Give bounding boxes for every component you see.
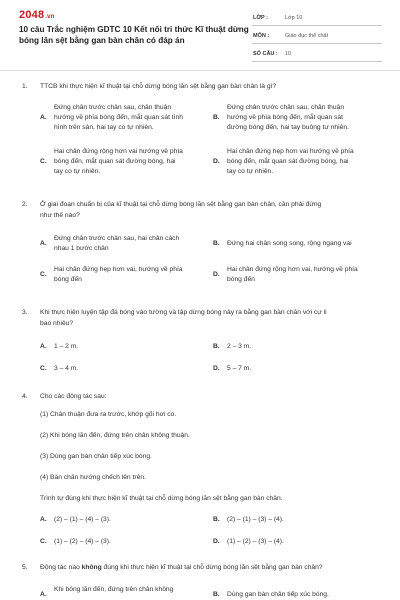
question-text-line: Khi thực hiện luyện tập đá bóng vào tường và tập dừng bóng nảy ra bằng gan bàn chân với cự li xyxy=(40,309,327,316)
option-line: nhau 1 bước chân xyxy=(54,245,109,252)
option-letter: A. xyxy=(40,516,47,523)
document-title: 10 câu Trắc nghiệm GDTC 10 Kết nối tri thức Kĩ thuật dừng bóng lăn sệt bằng gan bàn chân có đáp án xyxy=(19,25,249,45)
question-number: 5. xyxy=(22,564,28,571)
option-letter: A. xyxy=(40,114,47,121)
question-text-post: đúng khi thực hiện kĩ thuật tại chỗ dừng bóng lăn sệt bằng gan bàn chân? xyxy=(101,564,323,571)
option-letter: B. xyxy=(213,114,220,121)
question-text-line: bao nhiêu? xyxy=(40,320,74,327)
meta-value: 10 xyxy=(285,51,292,57)
logo-main: 2048 xyxy=(19,9,45,21)
answer-option[interactable] xyxy=(213,585,388,600)
option-line: Đứng chân trước chân sau, chân thuận xyxy=(54,104,172,111)
statement: (2) Khi bóng lăn đến, đứng trên chân không thuận. xyxy=(40,432,190,439)
question-2 xyxy=(22,200,382,222)
option-line: Đứng chân trước chân sau, hai chân cách xyxy=(54,235,180,242)
option-line: Hai chân đứng rộng hơn vai hướng về phía xyxy=(54,148,183,155)
option-text: 5 – 7 m. xyxy=(227,365,252,372)
header-divider xyxy=(0,70,400,71)
statement: (3) Dùng gan bàn chân tiếp xúc bóng. xyxy=(40,453,152,460)
option-text: (2) – (1) – (3) – (4). xyxy=(227,516,284,523)
option-text: 1 – 2 m. xyxy=(54,343,79,350)
option-line: Hai chân đứng hẹp hơn vai hướng về phía xyxy=(227,148,354,155)
option-letter: C. xyxy=(40,365,47,372)
option-text: 3 – 4 m. xyxy=(54,365,79,372)
option-line: tay co tự nhiên. xyxy=(54,168,101,175)
question-number: 2. xyxy=(22,201,28,208)
question-text-line: Ở giai đoạn chuẩn bị của kĩ thuật tại chỗ dừng bóng lăn sệt bằng gan bàn chân, cần phải đứng xyxy=(40,201,322,208)
option-letter: B. xyxy=(213,591,220,598)
option-text: (1) – (2) – (3) – (4). xyxy=(227,538,284,545)
question-text-pre: Động tác nào xyxy=(40,564,82,571)
meta-row-class xyxy=(252,11,382,26)
option-text: (2) – (1) – (4) – (3). xyxy=(54,516,111,523)
site-logo[interactable] xyxy=(19,9,55,21)
option-line: đường bóng đến, hai tay buông tự nhiên. xyxy=(227,124,349,131)
question-text-emphasis: không xyxy=(81,564,102,571)
meta-table xyxy=(252,11,382,65)
option-letter: D. xyxy=(213,538,220,545)
option-letter: D. xyxy=(213,271,220,278)
option-text: 2 – 3 m. xyxy=(227,343,252,350)
question-text xyxy=(40,563,380,573)
meta-row-subject xyxy=(252,29,382,44)
question-number: 4. xyxy=(22,393,28,400)
option-line: hình trên sân, hai tay co tự nhiên. xyxy=(54,124,154,131)
option-line: Đứng chân trước chân sau, chân thuận xyxy=(227,104,345,111)
option-letter: B. xyxy=(213,343,220,350)
logo-tld: .vn xyxy=(45,14,55,20)
meta-value: Giáo dục thể chất xyxy=(285,33,329,39)
option-letter: A. xyxy=(40,343,47,350)
option-line: bóng đến xyxy=(54,276,82,283)
option-line: Hai chân đứng hẹp hơn vai, hướng về phía xyxy=(54,266,183,273)
question-number: 3. xyxy=(22,309,28,316)
option-line: tay co tự nhiên. xyxy=(227,168,274,175)
option-letter: C. xyxy=(40,538,47,545)
answer-option[interactable] xyxy=(40,585,210,600)
meta-key: LỚP : xyxy=(253,15,268,21)
question-text: Cho các động tác sau: xyxy=(40,393,107,400)
meta-key: SỐ CÂU : xyxy=(253,51,278,57)
option-letter: C. xyxy=(40,158,47,165)
question-number: 1. xyxy=(22,83,28,90)
option-line: hướng về phía bóng đến, mắt quan sát xyxy=(227,114,343,121)
option-line: bóng đến, mắt quan sát đường bóng, hai xyxy=(227,158,349,165)
statement: (1) Chân thuận đưa ra trước, khớp gối hơi co. xyxy=(40,411,177,418)
question-prompt: Trình tự đúng khi thực hiện kĩ thuật tại chỗ dừng bóng lăn sệt bằng gan bàn chân. xyxy=(40,495,283,502)
option-line: hướng về phía bóng đến, mắt quan sát tình xyxy=(54,114,183,121)
statement: (4) Bàn chân hướng chếch lên trên. xyxy=(40,474,146,481)
page-header xyxy=(0,0,400,62)
option-letter: B. xyxy=(213,516,220,523)
option-letter: D. xyxy=(213,365,220,372)
option-line: bóng đến, mắt quan sát đường bóng, hai xyxy=(54,158,176,165)
meta-value: Lớp 10 xyxy=(285,15,303,21)
question-text-line: như thế nào? xyxy=(40,212,80,219)
option-line: Khi bóng lăn đến, đứng trên chân không xyxy=(54,586,174,593)
option-line: Dùng gan bàn chân tiếp xúc bóng. xyxy=(227,591,329,598)
question-3 xyxy=(22,308,382,330)
option-letter: D. xyxy=(213,158,220,165)
option-text: (1) – (2) – (4) – (3). xyxy=(54,538,111,545)
option-letter: C. xyxy=(40,271,47,278)
option-line: Hai chân đứng rộng hơn vai, hướng về phía xyxy=(227,266,358,273)
option-line: bóng đến xyxy=(227,276,255,283)
meta-key: MÔN : xyxy=(253,33,270,39)
option-letter: B. xyxy=(213,240,220,247)
meta-row-count xyxy=(252,47,382,62)
option-line: Đứng hai chân song song, rộng ngang vai xyxy=(227,240,352,247)
option-letter: A. xyxy=(40,591,47,598)
option-letter: A. xyxy=(40,240,47,247)
question-text: TTCB khi thực hiện kĩ thuật tại chỗ dừng bóng lăn sệt bằng gan bàn chân là gì? xyxy=(40,83,277,90)
